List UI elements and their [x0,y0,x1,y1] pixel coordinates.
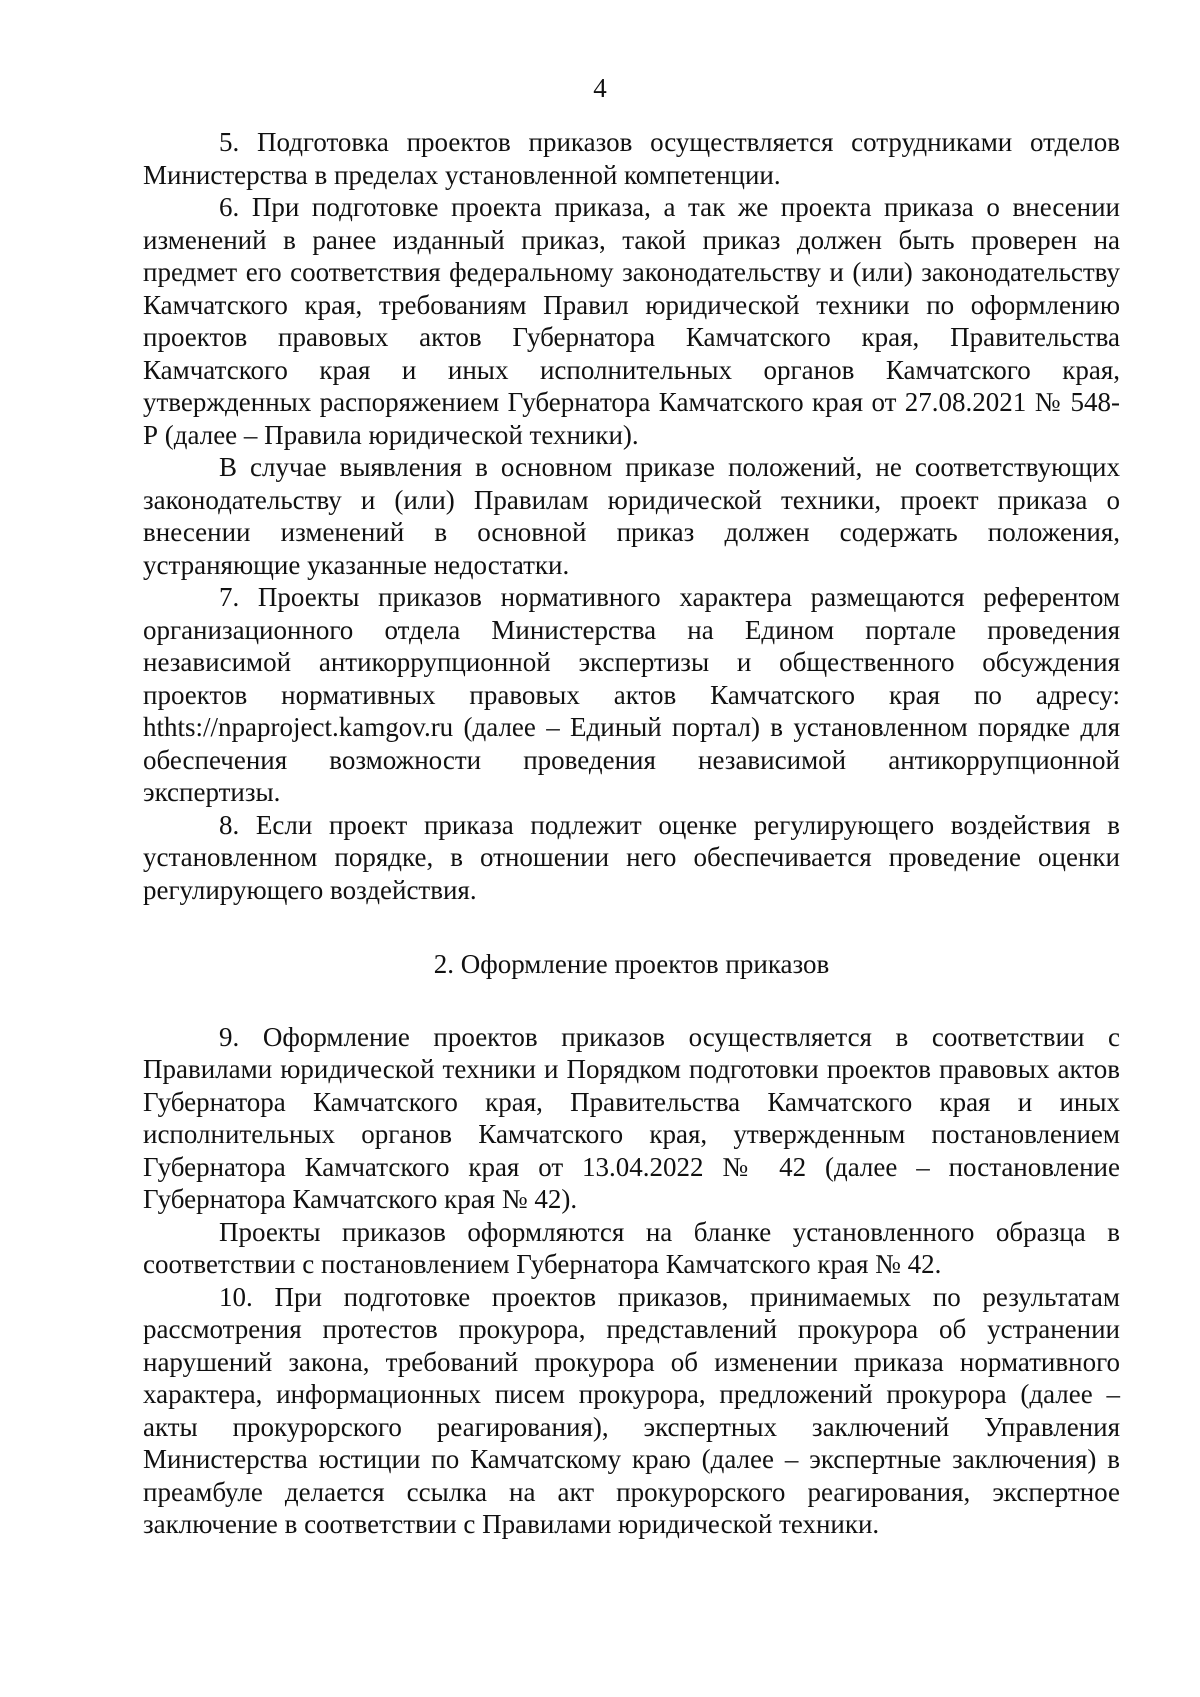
paragraph-7: 7. Проекты приказов нормативного характера размещаются референтом организационного отдела Министерства на Едином портале проведения независимой антикоррупционной экспертизы и общественного обсуждения проектов нормативных правовых актов Камчатского края по адресу: hthts://npaproject.kamgov.ru (далее – Единый портал) в установленном порядке для обеспечения возможности проведения независимой антикоррупционной экспертизы. [143,582,1120,807]
document-body [143,126,1120,1541]
paragraph-9-continued: Проекты приказов оформляются на бланке установленного образца в соответствии с постановлением Губернатора Камчатского края № 42. [143,1216,1120,1279]
paragraph-10: 10. При подготовке проектов приказов, принимаемых по результатам рассмотрения протестов прокурора, представлений прокурора об устранении нарушений закона, требований прокурора об изменении приказа нормативного характера, информационных писем прокурора, предложений прокурора (далее – акты прокурорского реагирования), экспертных заключений Управления Министерства юстиции по Камчатскому краю (далее – экспертные заключения) в преамбуле делается ссылка на акт прокурорского реагирования, экспертное заключение в соответствии с Правилами юридической техники. [143,1281,1120,1539]
paragraph-9: 9. Оформление проектов приказов осуществляется в соответствии с Правилами юридической техники и Порядком подготовки проектов правовых актов Губернатора Камчатского края, Правительства Камчатского края и иных исполнительных органов Камчатского края, утвержденным постановлением Губернатора Камчатского края от 13.04.2022 № 42 (далее – постановление Губернатора Камчатского края № 42). [143,1021,1120,1214]
paragraph-5: 5. Подготовка проектов приказов осуществляется сотрудниками отделов Министерства в пределах установленной компетенции. [143,127,1120,190]
page-number: 4 [593,73,607,103]
paragraph-6: 6. При подготовке проекта приказа, а так же проекта приказа о внесении изменений в ранее изданный приказ, такой приказ должен быть проверен на предмет его соответствия федеральному законодательству и (или) законодательству Камчатского края, требованиям Правил юридической техники по оформлению проектов правовых актов Губернатора Камчатского края, Правительства Камчатского края и иных исполнительных органов Камчатского края, утвержденных распоряжением Губернатора Камчатского края от 27.08.2021 № 548-Р (далее – Правила юридической техники). [143,192,1120,450]
paragraph-8: 8. Если проект приказа подлежит оценке регулирующего воздействия в установленном порядке, в отношении него обеспечивается проведение оценки регулирующего воздействия. [143,809,1120,905]
section-title: 2. Оформление проектов приказов [433,949,830,979]
paragraph-6-continued: В случае выявления в основном приказе положений, не соответствующих законодательству и (или) Правилам юридической техники, проект приказа о внесении изменений в основной приказ должен содержать положения, устраняющие указанные недостатки. [143,452,1120,580]
